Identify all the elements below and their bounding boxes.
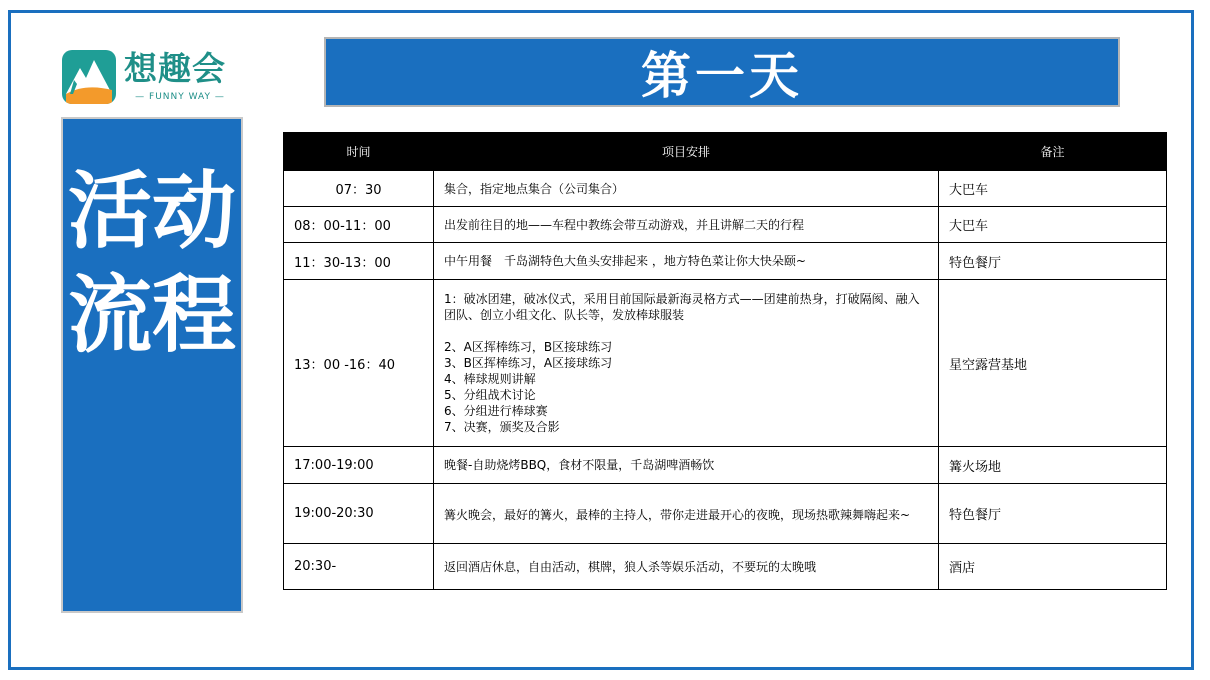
table-row — [284, 243, 1167, 280]
row-time: 08：00-11：00 — [284, 207, 434, 243]
table-row — [284, 171, 1167, 207]
table-row — [284, 207, 1167, 243]
table-row — [284, 544, 1167, 590]
table-header-row — [284, 133, 1167, 171]
row-note: 酒店 — [939, 544, 1167, 590]
sidebar-title: 活动流程 — [67, 162, 236, 364]
header-note: 备注 — [939, 133, 1167, 171]
header-plan: 项目安排 — [434, 133, 939, 171]
row-plan: 返回酒店休息，自由活动，棋牌，狼人杀等娱乐活动，不要玩的太晚哦 — [434, 544, 939, 590]
row-plan: 篝火晚会，最好的篝火，最棒的主持人，带你走进最开心的夜晚，现场热歌辣舞嗨起来~ — [434, 484, 939, 544]
row-plan: 1：破冰团建，破冰仪式，采用目前国际最新海灵格方式——团建前热身，打破隔阂、融入团队、创立小组文化、队长等，发放棒球服装 2、A区挥棒练习，B区接球练习 3、B区挥棒练习，A区接球练习 4、棒球规则讲解 5、分组战术讨论 6、分组进行棒球赛 7、决赛，颁奖及合影 — [434, 280, 939, 447]
row-plan: 中午用餐 千岛湖特色大鱼头安排起来 ，地方特色菜让你大快朵颐~ — [434, 243, 939, 280]
row-time: 20:30- — [284, 544, 434, 590]
row-note: 篝火场地 — [939, 447, 1167, 484]
table-row — [284, 447, 1167, 484]
table-row — [284, 484, 1167, 544]
schedule-table — [283, 132, 1167, 590]
day-title: 第一天 — [641, 47, 803, 105]
row-plan: 集合，指定地点集合（公司集合） — [434, 171, 939, 207]
header-time: 时间 — [284, 133, 434, 171]
row-time: 11：30-13：00 — [284, 243, 434, 280]
table-row — [284, 280, 1167, 447]
row-time: 19:00-20:30 — [284, 484, 434, 544]
row-plan: 晚餐-自助烧烤BBQ，食材不限量，千岛湖啤酒畅饮 — [434, 447, 939, 484]
brand-logo — [62, 50, 238, 106]
row-time: 17:00-19:00 — [284, 447, 434, 484]
row-plan: 出发前往目的地——车程中教练会带互动游戏，并且讲解二天的行程 — [434, 207, 939, 243]
sidebar-panel — [61, 117, 243, 613]
brand-tagline: — FUNNY WAY — — [135, 92, 225, 102]
mountain-logo-icon — [62, 50, 116, 104]
row-note: 星空露营基地 — [939, 280, 1167, 447]
brand-name: 想趣会 — [124, 49, 226, 88]
row-time: 13：00 -16：40 — [284, 280, 434, 447]
row-note: 大巴车 — [939, 171, 1167, 207]
row-time: 07：30 — [284, 171, 434, 207]
day-banner — [324, 37, 1120, 107]
row-note: 特色餐厅 — [939, 484, 1167, 544]
row-note: 特色餐厅 — [939, 243, 1167, 280]
row-note: 大巴车 — [939, 207, 1167, 243]
